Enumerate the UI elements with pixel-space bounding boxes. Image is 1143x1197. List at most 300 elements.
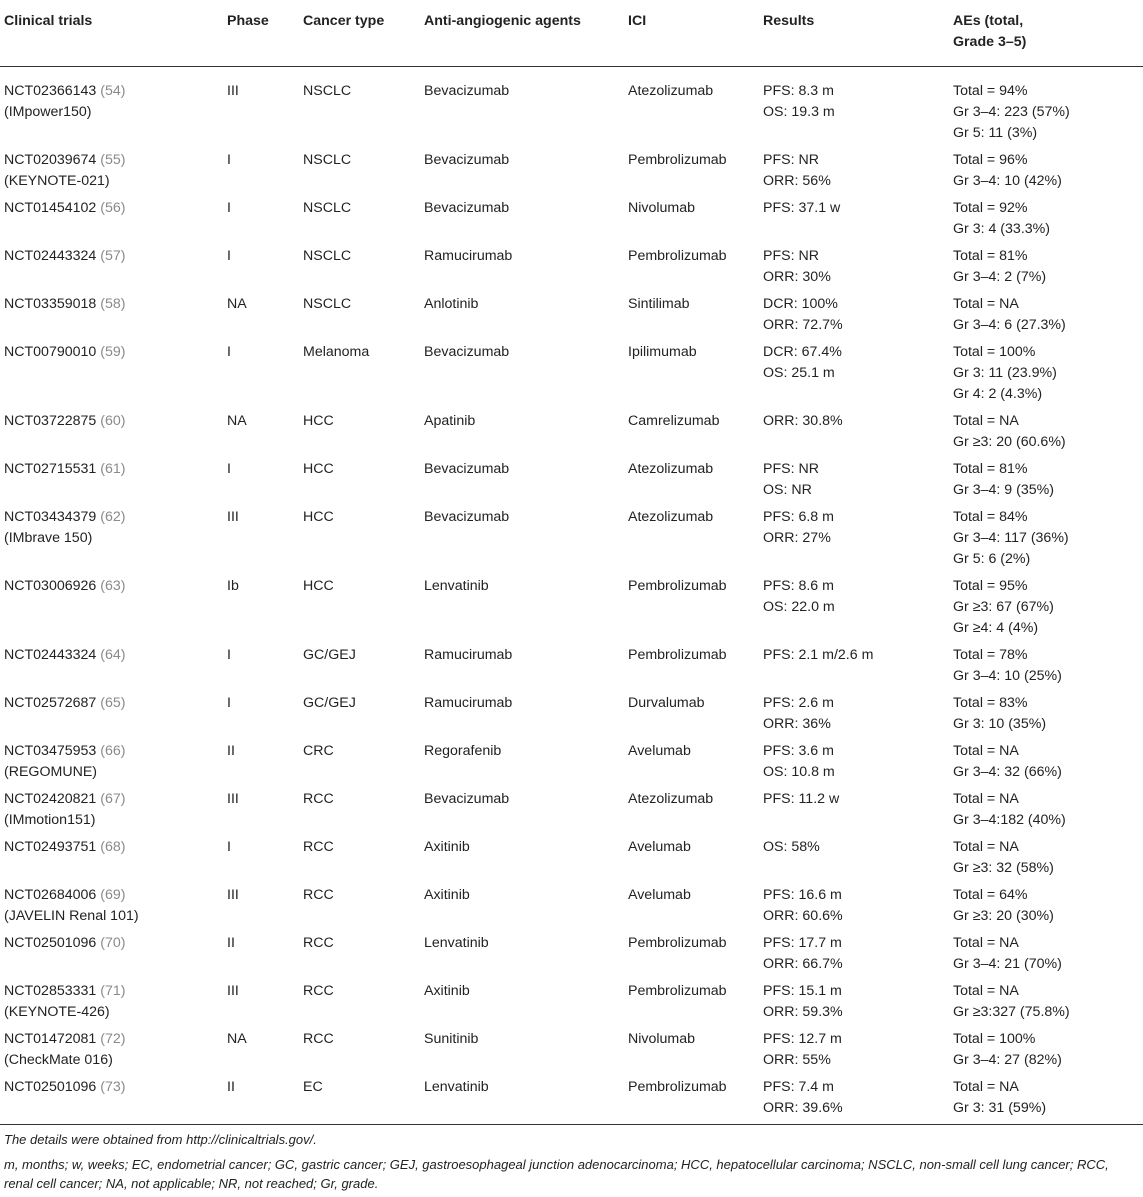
cell-ici: Pembrolizumab <box>628 935 727 951</box>
result-line: PFS: 15.1 m <box>763 983 842 999</box>
result-line: OS: 58% <box>763 839 820 855</box>
result-line: ORR: 55% <box>763 1052 831 1068</box>
cell-phase: NA <box>227 1031 247 1047</box>
trial-id: NCT02420821 <box>4 791 97 807</box>
source-note: The details were obtained from http://clinicaltrials.gov/. <box>4 1132 317 1147</box>
header-label: Results <box>763 13 815 29</box>
cell-results <box>759 933 949 981</box>
trial-id-line <box>4 1077 219 1098</box>
trial-alias: (IMmotion151) <box>4 812 96 828</box>
table-row <box>0 150 1143 198</box>
ae-line: Gr 3–4: 10 (25%) <box>953 668 1062 684</box>
ae-line: Total = 100% <box>953 344 1036 360</box>
trial-id-line <box>4 246 219 267</box>
reference-number: (73) <box>100 1079 126 1095</box>
cell-ici: Durvalumab <box>628 695 705 711</box>
cell-anti-angiogenic-agent: Ramucirumab <box>424 695 513 711</box>
cell-clinical-trial <box>0 693 223 741</box>
cell-cancer-type: HCC <box>303 461 334 477</box>
cell-clinical-trial <box>0 198 223 246</box>
cell-ici: Atezolizumab <box>628 509 714 525</box>
result-line: DCR: 67.4% <box>763 344 842 360</box>
cell-cancer-type: HCC <box>303 509 334 525</box>
result-line: PFS: 7.4 m <box>763 1079 834 1095</box>
reference-number: (55) <box>100 152 126 168</box>
table-row <box>0 837 1143 885</box>
ae-line: Gr ≥3: 20 (60.6%) <box>953 434 1066 450</box>
ae-line: Gr 3: 10 (35%) <box>953 716 1047 732</box>
cell-phase: I <box>227 248 231 264</box>
table-row <box>0 507 1143 576</box>
cell-clinical-trial <box>0 981 223 1029</box>
trial-id: NCT03359018 <box>4 296 97 312</box>
ae-line: Total = NA <box>953 296 1019 312</box>
header-row <box>0 0 1143 67</box>
cell-adverse-events <box>949 507 1143 576</box>
cell-clinical-trial <box>0 67 223 151</box>
cell-adverse-events <box>949 981 1143 1029</box>
cell-phase: III <box>227 83 239 99</box>
cell-phase: III <box>227 509 239 525</box>
table-row <box>0 885 1143 933</box>
cell-anti-angiogenic-agent: Bevacizumab <box>424 200 510 216</box>
reference-number: (72) <box>100 1031 126 1047</box>
trial-id-line <box>4 933 219 954</box>
cell-ici: Pembrolizumab <box>628 983 727 999</box>
header-label: Grade 3–5) <box>953 34 1027 50</box>
cell-cancer-type: RCC <box>303 839 334 855</box>
cell-ici: Camrelizumab <box>628 413 720 429</box>
cell-ici: Pembrolizumab <box>628 647 727 663</box>
trial-alias: (KEYNOTE-021) <box>4 173 110 189</box>
result-line: OS: 22.0 m <box>763 599 835 615</box>
cell-anti-angiogenic-agent: Bevacizumab <box>424 344 510 360</box>
cell-results <box>759 459 949 507</box>
cell-anti-angiogenic-agent: Lenvatinib <box>424 578 489 594</box>
cell-results <box>759 67 949 151</box>
result-line: ORR: 30.8% <box>763 413 843 429</box>
cell-clinical-trial <box>0 294 223 342</box>
cell-phase: III <box>227 887 239 903</box>
ae-line: Total = 96% <box>953 152 1028 168</box>
trial-id: NCT02501096 <box>4 1079 97 1095</box>
ae-line: Total = 81% <box>953 461 1028 477</box>
trial-alias: (KEYNOTE-426) <box>4 1004 110 1020</box>
trial-id-line <box>4 507 219 528</box>
cell-ici: Nivolumab <box>628 1031 696 1047</box>
cell-anti-angiogenic-agent: Axitinib <box>424 839 470 855</box>
cell-adverse-events <box>949 693 1143 741</box>
table-header <box>0 0 1143 67</box>
reference-number: (64) <box>100 647 126 663</box>
trial-id: NCT00790010 <box>4 344 97 360</box>
ae-line: Gr 3–4: 21 (70%) <box>953 956 1062 972</box>
cell-ici: Avelumab <box>628 839 691 855</box>
cell-phase: I <box>227 839 231 855</box>
cell-cancer-type: NSCLC <box>303 248 352 264</box>
trial-id: NCT02366143 <box>4 83 97 99</box>
cell-clinical-trial <box>0 645 223 693</box>
table-row <box>0 981 1143 1029</box>
ae-line: Total = 100% <box>953 1031 1036 1047</box>
result-line: PFS: 2.6 m <box>763 695 834 711</box>
trial-id-line <box>4 693 219 714</box>
trial-id: NCT02039674 <box>4 152 97 168</box>
ae-line: Gr 3–4: 27 (82%) <box>953 1052 1062 1068</box>
ae-line: Gr 4: 2 (4.3%) <box>953 386 1043 402</box>
cell-clinical-trial <box>0 789 223 837</box>
cell-adverse-events <box>949 150 1143 198</box>
header-label: ICI <box>628 13 647 29</box>
ae-line: Gr 3–4: 2 (7%) <box>953 269 1047 285</box>
cell-ici: Avelumab <box>628 743 691 759</box>
trial-alias: (IMbrave 150) <box>4 530 93 546</box>
ae-line: Total = NA <box>953 413 1019 429</box>
trial-id-line <box>4 645 219 666</box>
ae-line: Total = 92% <box>953 200 1028 216</box>
cell-anti-angiogenic-agent: Bevacizumab <box>424 791 510 807</box>
cell-results <box>759 576 949 645</box>
result-line: PFS: NR <box>763 461 819 477</box>
result-line: OS: NR <box>763 482 812 498</box>
cell-ici: Pembrolizumab <box>624 1077 759 1125</box>
table-row <box>0 459 1143 507</box>
table-row <box>0 294 1143 342</box>
result-line: PFS: 37.1 w <box>763 200 841 216</box>
result-line: ORR: 66.7% <box>763 956 843 972</box>
cell-ici: Avelumab <box>628 887 691 903</box>
result-line: ORR: 56% <box>763 173 831 189</box>
trial-alias: (JAVELIN Renal 101) <box>4 908 139 924</box>
cell-clinical-trial <box>0 507 223 576</box>
cell-results <box>759 645 949 693</box>
cell-results <box>759 693 949 741</box>
ae-line: Total = NA <box>953 983 1019 999</box>
cell-anti-angiogenic-agent: Axitinib <box>424 887 470 903</box>
trial-id-line <box>4 342 219 363</box>
table-row <box>0 693 1143 741</box>
result-line: ORR: 36% <box>763 716 831 732</box>
trial-id-line <box>4 459 219 480</box>
cell-anti-angiogenic-agent: Bevacizumab <box>424 152 510 168</box>
cell-results <box>759 150 949 198</box>
result-line: ORR: 60.6% <box>763 908 843 924</box>
ae-line: Gr 3–4: 117 (36%) <box>953 530 1069 546</box>
cell-adverse-events <box>949 645 1143 693</box>
trial-id-line <box>4 981 219 1002</box>
trial-alias: (REGOMUNE) <box>4 764 98 780</box>
cell-clinical-trial <box>0 837 223 885</box>
header-label: Clinical trials <box>4 13 93 29</box>
cell-anti-angiogenic-agent: Regorafenib <box>424 743 502 759</box>
cell-clinical-trial <box>0 1029 223 1077</box>
cell-anti-angiogenic-agent: Apatinib <box>424 413 476 429</box>
cell-phase: Ib <box>227 578 239 594</box>
cell-results <box>759 198 949 246</box>
cell-adverse-events <box>949 1029 1143 1077</box>
cell-ici: Atezolizumab <box>628 461 714 477</box>
cell-results <box>759 342 949 411</box>
result-line: ORR: 59.3% <box>763 1004 843 1020</box>
header-anti-angiogenic-agents <box>420 0 624 67</box>
result-line: PFS: 16.6 m <box>763 887 842 903</box>
table-row <box>0 933 1143 981</box>
cell-phase: NA <box>227 413 247 429</box>
trial-alias: (CheckMate 016) <box>4 1052 113 1068</box>
cell-results <box>759 981 949 1029</box>
cell-phase: II <box>223 1077 299 1125</box>
ae-line: Gr 3–4: 6 (27.3%) <box>953 317 1066 333</box>
ae-line: Gr 3: 11 (23.9%) <box>953 365 1057 381</box>
trial-id-line <box>4 294 219 315</box>
ae-line: Gr ≥4: 4 (4%) <box>953 620 1039 636</box>
cell-phase: I <box>227 344 231 360</box>
cell-adverse-events <box>949 1077 1143 1125</box>
cell-results <box>759 246 949 294</box>
reference-number: (61) <box>100 461 126 477</box>
cell-cancer-type: Melanoma <box>303 344 370 360</box>
result-line: OS: 25.1 m <box>763 365 835 381</box>
cell-clinical-trial <box>0 150 223 198</box>
trial-id: NCT02501096 <box>4 935 97 951</box>
cell-cancer-type: RCC <box>303 935 334 951</box>
cell-adverse-events <box>949 933 1143 981</box>
ae-line: Gr 3: 4 (33.3%) <box>953 221 1050 237</box>
result-line: ORR: 72.7% <box>763 317 843 333</box>
result-line: ORR: 39.6% <box>763 1100 843 1116</box>
header-clinical-trials <box>0 0 223 67</box>
ae-line: Gr 5: 6 (2%) <box>953 551 1031 567</box>
cell-results <box>759 1029 949 1077</box>
table-row <box>0 1029 1143 1077</box>
trial-id-line <box>4 837 219 858</box>
header-results <box>759 0 949 67</box>
trial-id: NCT02443324 <box>4 647 97 663</box>
header-label: AEs (total, <box>953 13 1024 29</box>
trial-id: NCT02572687 <box>4 695 97 711</box>
result-line: DCR: 100% <box>763 296 838 312</box>
cell-phase: II <box>227 743 235 759</box>
header-label: Phase <box>227 13 269 29</box>
cell-ici: Pembrolizumab <box>628 152 727 168</box>
cell-phase: NA <box>227 296 247 312</box>
cell-cancer-type: RCC <box>303 1031 334 1047</box>
cell-cancer-type: EC <box>299 1077 420 1125</box>
trial-id: NCT02684006 <box>4 887 97 903</box>
cell-results <box>759 789 949 837</box>
trial-id-line <box>4 1029 219 1050</box>
cell-results <box>759 741 949 789</box>
cell-clinical-trial <box>0 576 223 645</box>
cell-adverse-events <box>949 67 1143 151</box>
ae-line: Gr 3–4: 223 (57%) <box>953 104 1070 120</box>
cell-results <box>759 1077 949 1125</box>
table-row <box>0 198 1143 246</box>
cell-ici: Nivolumab <box>628 200 696 216</box>
table-body <box>0 67 1143 1125</box>
header-label: Cancer type <box>303 13 385 29</box>
cell-adverse-events <box>949 198 1143 246</box>
table-row <box>0 576 1143 645</box>
result-line: PFS: 3.6 m <box>763 743 834 759</box>
cell-clinical-trial <box>0 885 223 933</box>
header-cancer-type <box>299 0 420 67</box>
ae-line: Gr ≥3: 32 (58%) <box>953 860 1054 876</box>
result-line: PFS: 11.2 w <box>763 791 840 807</box>
header-aes <box>949 0 1143 67</box>
trial-id-line <box>4 576 219 597</box>
ae-line: Gr ≥3: 20 (30%) <box>953 908 1054 924</box>
ae-line: Total = 78% <box>953 647 1028 663</box>
trial-id: NCT02443324 <box>4 248 97 264</box>
cell-adverse-events <box>949 741 1143 789</box>
cell-adverse-events <box>949 885 1143 933</box>
result-line: ORR: 27% <box>763 530 831 546</box>
reference-number: (57) <box>100 248 126 264</box>
ae-line: Gr 3–4: 32 (66%) <box>953 764 1062 780</box>
cell-cancer-type: GC/GEJ <box>303 695 356 711</box>
table-row <box>0 246 1143 294</box>
trial-id: NCT03722875 <box>4 413 97 429</box>
trial-id: NCT02493751 <box>4 839 97 855</box>
cell-phase: I <box>227 647 231 663</box>
ae-line: Gr ≥3: 67 (67%) <box>953 599 1054 615</box>
cell-cancer-type: NSCLC <box>303 200 352 216</box>
table-row <box>0 1077 1143 1125</box>
cell-adverse-events <box>949 837 1143 885</box>
cell-cancer-type: RCC <box>303 887 334 903</box>
cell-anti-angiogenic-agent: Sunitinib <box>424 1031 479 1047</box>
cell-cancer-type: NSCLC <box>303 83 352 99</box>
cell-ici: Atezolizumab <box>628 791 714 807</box>
cell-cancer-type: HCC <box>303 578 334 594</box>
cell-ici: Ipilimumab <box>628 344 697 360</box>
trial-id: NCT03475953 <box>4 743 97 759</box>
cell-clinical-trial <box>0 246 223 294</box>
cell-cancer-type: CRC <box>303 743 334 759</box>
ae-line: Total = 95% <box>953 578 1028 594</box>
table-row <box>0 645 1143 693</box>
result-line: ORR: 30% <box>763 269 831 285</box>
table-row <box>0 67 1143 151</box>
cell-phase: I <box>227 695 231 711</box>
result-line: PFS: 8.6 m <box>763 578 834 594</box>
cell-adverse-events <box>949 246 1143 294</box>
ae-line: Total = NA <box>953 839 1019 855</box>
ae-line: Gr 3–4: 9 (35%) <box>953 482 1054 498</box>
cell-ici: Pembrolizumab <box>628 248 727 264</box>
cell-adverse-events <box>949 294 1143 342</box>
cell-adverse-events <box>949 789 1143 837</box>
cell-clinical-trial <box>0 342 223 411</box>
reference-number: (62) <box>100 509 126 525</box>
cell-adverse-events <box>949 576 1143 645</box>
abbreviations-note: m, months; w, weeks; EC, endometrial cancer; GC, gastric cancer; GEJ, gastroesophageal junction adenocarcinoma; HCC, hepatocellular carcinoma; NSCLC, non-small cell lung cancer; RCC, renal cell cancer; NA, not applicable; NR, not reached; Gr, grade. <box>4 1157 1109 1191</box>
result-line: PFS: 2.1 m/2.6 m <box>763 647 874 663</box>
cell-anti-angiogenic-agent: Ramucirumab <box>424 248 513 264</box>
ae-line: Total = NA <box>953 743 1019 759</box>
cell-clinical-trial <box>0 933 223 981</box>
ae-line: Gr 3: 31 (59%) <box>953 1100 1047 1116</box>
cell-cancer-type: NSCLC <box>303 152 352 168</box>
cell-anti-angiogenic-agent: Bevacizumab <box>424 509 510 525</box>
reference-number: (69) <box>100 887 126 903</box>
cell-ici: Sintilimab <box>628 296 690 312</box>
cell-cancer-type: RCC <box>303 983 334 999</box>
trial-id-line <box>4 741 219 762</box>
cell-phase: II <box>227 935 235 951</box>
result-line: PFS: 6.8 m <box>763 509 834 525</box>
ae-line: Total = 81% <box>953 248 1028 264</box>
ae-line: Total = NA <box>953 1079 1019 1095</box>
table-row <box>0 411 1143 459</box>
cell-ici: Pembrolizumab <box>628 578 727 594</box>
ae-line: Gr 5: 11 (3%) <box>953 125 1038 141</box>
trial-id: NCT03434379 <box>4 509 97 525</box>
reference-number: (70) <box>100 935 126 951</box>
cell-phase: III <box>227 983 239 999</box>
cell-clinical-trial <box>0 411 223 459</box>
cell-clinical-trial <box>0 741 223 789</box>
table-footnotes <box>4 1130 1139 1197</box>
trial-id-line <box>4 789 219 810</box>
result-line: PFS: 12.7 m <box>763 1031 842 1047</box>
ae-line: Gr 3–4: 10 (42%) <box>953 173 1062 189</box>
cell-cancer-type: HCC <box>303 413 334 429</box>
reference-number: (56) <box>100 200 126 216</box>
ae-line: Total = 84% <box>953 509 1028 525</box>
cell-results <box>759 837 949 885</box>
ae-line: Total = 64% <box>953 887 1028 903</box>
reference-number: (63) <box>100 578 126 594</box>
cell-phase: III <box>227 791 239 807</box>
result-line: PFS: 17.7 m <box>763 935 842 951</box>
reference-number: (65) <box>100 695 126 711</box>
cell-anti-angiogenic-agent: Lenvatinib <box>420 1077 624 1125</box>
result-line: PFS: 8.3 m <box>763 83 834 99</box>
cell-adverse-events <box>949 411 1143 459</box>
trial-id: NCT02853331 <box>4 983 97 999</box>
trial-id: NCT03006926 <box>4 578 97 594</box>
cell-anti-angiogenic-agent: Anlotinib <box>424 296 479 312</box>
cell-phase: I <box>227 152 231 168</box>
cell-results <box>759 411 949 459</box>
reference-number: (66) <box>100 743 126 759</box>
cell-results <box>759 885 949 933</box>
cell-adverse-events <box>949 459 1143 507</box>
reference-number: (67) <box>100 791 126 807</box>
cell-cancer-type: NSCLC <box>303 296 352 312</box>
result-line: OS: 19.3 m <box>763 104 835 120</box>
reference-number: (71) <box>100 983 126 999</box>
reference-number: (68) <box>100 839 126 855</box>
trial-id-line <box>4 885 219 906</box>
trial-id-line <box>4 81 219 102</box>
cell-phase: I <box>227 461 231 477</box>
cell-anti-angiogenic-agent: Lenvatinib <box>424 935 489 951</box>
cell-results <box>759 507 949 576</box>
ae-line: Total = NA <box>953 935 1019 951</box>
ae-line: Gr 3–4:182 (40%) <box>953 812 1066 828</box>
cell-clinical-trial <box>0 459 223 507</box>
ae-line: Total = 83% <box>953 695 1028 711</box>
trial-id-line <box>4 411 219 432</box>
header-phase <box>223 0 299 67</box>
cell-anti-angiogenic-agent: Ramucirumab <box>424 647 513 663</box>
cell-phase: I <box>227 200 231 216</box>
trial-id: NCT01472081 <box>4 1031 97 1047</box>
cell-cancer-type: GC/GEJ <box>303 647 356 663</box>
